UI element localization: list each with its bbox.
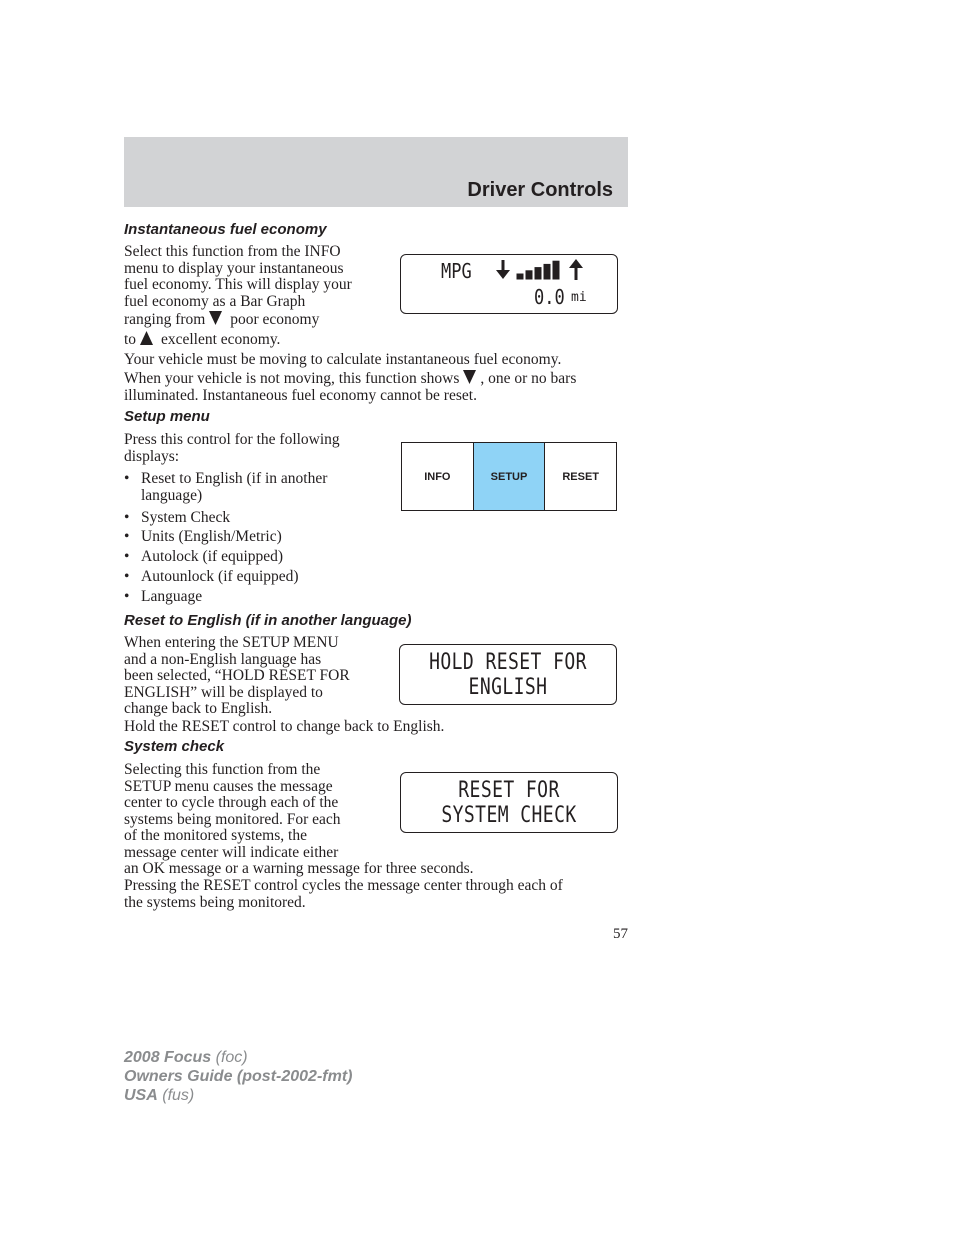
- heading-instantaneous-fuel-economy: Instantaneous fuel economy: [124, 221, 327, 238]
- mpg-unit: mi: [571, 290, 587, 305]
- setup-bullet-autounlock: • Autounlock (if equipped): [124, 568, 299, 585]
- excellent-economy-text: excellent economy.: [160, 331, 281, 348]
- footer-line-3: USA (fus): [124, 1087, 195, 1104]
- heading-system-check: System check: [124, 738, 225, 755]
- syscheck-para-line-5: of the monitored systems, the: [124, 827, 307, 844]
- english-para2: Hold the RESET control to change back to English.: [124, 718, 445, 735]
- fuel-para-line-2: menu to display your instantaneous: [124, 259, 344, 277]
- english-para-line-1: When entering the SETUP MENU: [124, 634, 339, 651]
- section-title: Driver Controls: [467, 179, 613, 201]
- up-triangle-icon: [140, 331, 153, 345]
- fuel-para-line-5: [124, 311, 319, 329]
- reset-button[interactable]: RESET: [562, 470, 600, 483]
- display-line-2: SYSTEM CHECK: [441, 803, 577, 828]
- fuel-para-line-3: fuel economy. This will display your: [124, 276, 352, 293]
- setup-bullet-reset-to-english: • Reset to English (if in another language): [124, 470, 328, 504]
- fuel-para-line-6: [124, 331, 280, 349]
- document-footer: [124, 1048, 352, 1105]
- to-text: to: [124, 331, 137, 348]
- fuel-para-line-1: Select this function from the INFO: [124, 243, 341, 260]
- heading-setup-menu: Setup menu: [124, 408, 210, 425]
- not-moving-text: When your vehicle is not moving, this function shows: [124, 370, 460, 387]
- heading-reset-to-english: Reset to English (if in another language): [124, 612, 412, 629]
- setup-bullet-units: • Units (English/Metric): [124, 528, 282, 545]
- info-button[interactable]: INFO: [402, 443, 474, 510]
- header-band: [124, 137, 628, 207]
- display-line-2: ENGLISH: [468, 675, 548, 700]
- bars-text: , one or no bars: [480, 370, 577, 387]
- syscheck-para-line-6: message center will indicate either: [124, 843, 339, 861]
- hold-reset-english-display: [399, 644, 617, 705]
- page-number: 57: [613, 926, 628, 942]
- english-para-line-2: and a non-English language has: [124, 650, 322, 668]
- fuel-para2-line-1: Your vehicle must be moving to calculate instantaneous fuel economy.: [124, 351, 562, 368]
- english-para-line-4: ENGLISH” will be displayed to: [124, 683, 323, 701]
- reset-system-check-display: [400, 772, 618, 833]
- syscheck-para-line-2: SETUP menu causes the message: [124, 777, 333, 795]
- fuel-para2-line-3: illuminated. Instantaneous fuel economy cannot be reset.: [124, 387, 477, 404]
- syscheck-para-line-3: center to cycle through each of the: [124, 794, 339, 811]
- setup-bullet-system-check: • System Check: [124, 509, 231, 526]
- syscheck-para2-line-2: the systems being monitored.: [124, 893, 306, 911]
- economy-bar: [526, 271, 532, 279]
- economy-bars: [517, 261, 559, 279]
- down-triangle-icon: [209, 311, 222, 325]
- syscheck-para2-line-1: Pressing the RESET control cycles the message center through each of: [124, 877, 563, 894]
- setup-button[interactable]: SETUP: [474, 443, 546, 510]
- info-setup-reset-controls: [401, 442, 617, 511]
- fuel-para2-line-2: [124, 370, 576, 388]
- setup-intro-line-2: displays:: [124, 447, 180, 465]
- ranging-from-text: ranging from: [124, 311, 206, 328]
- economy-bar: [517, 274, 523, 279]
- setup-intro-line-1: Press this control for the following: [124, 431, 340, 448]
- poor-economy-text: poor economy: [230, 311, 320, 328]
- display-line-1: RESET FOR: [458, 778, 560, 803]
- syscheck-para-line-1: Selecting this function from the: [124, 761, 321, 778]
- up-arrow-icon: [569, 259, 583, 280]
- syscheck-para-line-4: systems being monitored. For each: [124, 810, 341, 828]
- english-para-line-5: change back to English.: [124, 700, 273, 717]
- economy-bar: [544, 264, 550, 279]
- setup-bullet-autolock: • Autolock (if equipped): [124, 548, 284, 565]
- down-arrow-icon: [496, 260, 510, 279]
- fuel-economy-bar-graph: [493, 259, 589, 283]
- economy-bar: [535, 268, 541, 279]
- setup-bullet-language: • Language: [124, 588, 203, 605]
- mpg-label: MPG: [441, 259, 472, 283]
- footer-line-2: Owners Guide (post-2002-fmt): [124, 1068, 353, 1085]
- footer-line-1: 2008 Focus (foc): [124, 1049, 248, 1066]
- economy-bar: [553, 261, 559, 279]
- down-triangle-icon: [463, 370, 476, 384]
- fuel-para-line-4: fuel economy as a Bar Graph: [124, 292, 306, 310]
- mpg-value: 0.0: [534, 285, 565, 309]
- display-line-1: HOLD RESET FOR: [429, 650, 587, 675]
- english-para-line-3: been selected, “HOLD RESET FOR: [124, 667, 350, 684]
- syscheck-para-cont: an OK message or a warning message for three seconds.: [124, 860, 474, 877]
- mpg-display: [400, 254, 618, 314]
